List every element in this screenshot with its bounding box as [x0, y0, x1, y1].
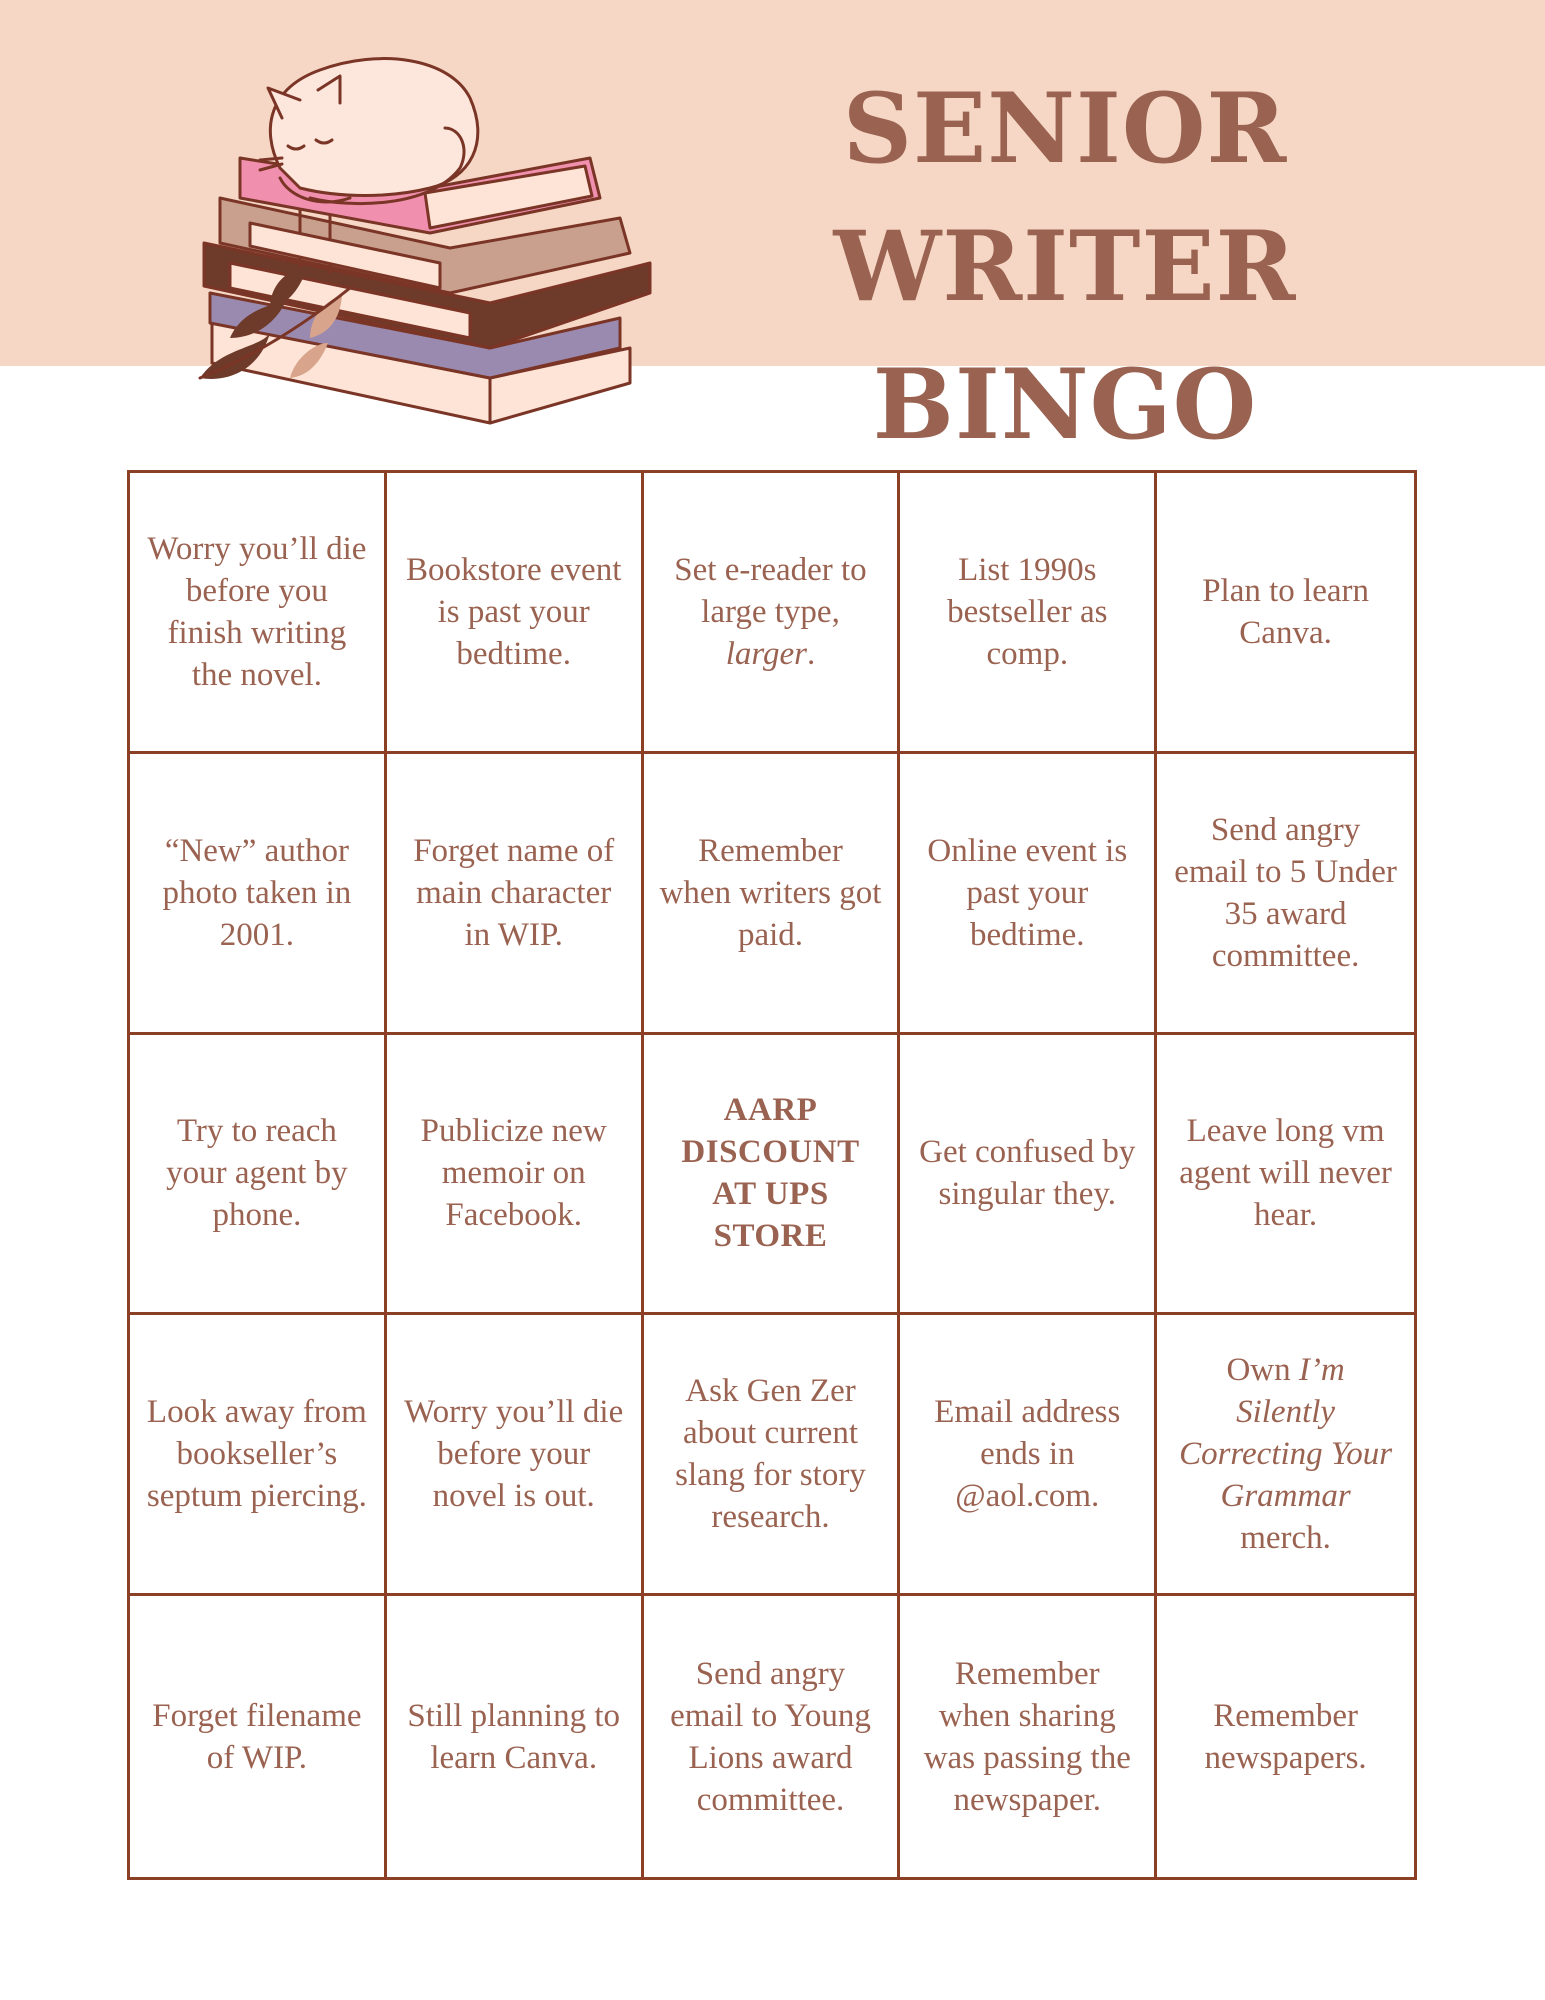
bingo-cell-text — [916, 1391, 1138, 1517]
bingo-cell-text-part: Forget name of main character in WIP. — [413, 832, 615, 953]
bingo-cell-text — [916, 1653, 1138, 1821]
bingo-cell-text — [403, 1110, 625, 1236]
bingo-cell — [900, 754, 1157, 1035]
bingo-cell-text-part: Remember newspapers. — [1204, 1697, 1367, 1776]
bingo-cell-text-part: Worry you’ll die before your novel is out. — [404, 1394, 624, 1515]
bingo-cell-text-part: Ask Gen Zer about current slang for story research. — [675, 1373, 866, 1536]
bingo-cell-text-part: Email address ends in @aol.com. — [934, 1394, 1121, 1515]
bingo-cell — [130, 473, 387, 754]
bingo-cell-text — [660, 830, 882, 956]
bingo-cell-text-part: Own — [1226, 1352, 1299, 1389]
page-title — [610, 60, 1520, 474]
bingo-cell-text-part: Still planning to learn Canva. — [407, 1697, 621, 1776]
bingo-cell-text-part: Get confused by singular they. — [919, 1134, 1136, 1213]
bingo-cell-text — [1173, 570, 1398, 654]
bingo-cell — [644, 1596, 901, 1877]
bingo-cell-text — [403, 549, 625, 675]
bingo-cell — [130, 754, 387, 1035]
bingo-cell-text-part: Leave long vm agent will never hear. — [1179, 1113, 1392, 1234]
bingo-cell-text — [916, 549, 1138, 675]
bingo-cell-text — [146, 830, 368, 956]
bingo-cell — [1157, 1596, 1414, 1877]
bingo-cell — [644, 1315, 901, 1596]
bingo-cell — [130, 1596, 387, 1877]
bingo-cell-text-part: Remember when writers got paid. — [659, 832, 882, 953]
bingo-cell — [387, 1596, 644, 1877]
bingo-cell — [387, 754, 644, 1035]
bingo-cell-text-part: Publicize new memoir on Facebook. — [420, 1113, 607, 1234]
bingo-cell — [130, 1315, 387, 1596]
bingo-cell-text — [916, 1131, 1138, 1215]
bingo-cell-text-part: Worry you’ll die before you finish writing the novel. — [147, 530, 367, 693]
bingo-grid — [127, 470, 1417, 1880]
bingo-cell — [1157, 1035, 1414, 1316]
bingo-cell-text — [403, 830, 625, 956]
bingo-cell-text-part: Look away from bookseller’s septum piercing. — [146, 1394, 367, 1515]
bingo-cell — [1157, 754, 1414, 1035]
bingo-cell — [900, 1596, 1157, 1877]
bingo-cell-text-part: Try to reach your agent by phone. — [166, 1113, 348, 1234]
bingo-cell-text — [403, 1391, 625, 1517]
bingo-cell-text-part: Plan to learn Canva. — [1202, 572, 1369, 651]
free-space-cell — [644, 1035, 901, 1316]
bingo-cell-text — [1173, 1110, 1398, 1236]
bingo-cell — [130, 1035, 387, 1316]
bingo-cell — [387, 1035, 644, 1316]
bingo-cell-text — [146, 1391, 368, 1517]
bingo-cell-text — [146, 528, 368, 696]
bingo-cell — [387, 1315, 644, 1596]
bingo-cell-text — [916, 830, 1138, 956]
bingo-cell-text — [660, 549, 882, 675]
bingo-cell — [644, 754, 901, 1035]
bingo-cell-text-part: merch. — [1240, 1520, 1331, 1557]
bingo-cell — [900, 1035, 1157, 1316]
bingo-cell-text — [146, 1695, 368, 1779]
bingo-cell-text — [1173, 1349, 1398, 1559]
bingo-cell-italic-text: I’m Silently Correcting Your Grammar — [1179, 1352, 1393, 1515]
bingo-cell-text-part: Send angry email to Young Lions award committee. — [670, 1655, 871, 1818]
bingo-cell — [1157, 1315, 1414, 1596]
sleeping-cat-on-books-icon — [190, 48, 670, 438]
bingo-cell-text-part: Online event is past your bedtime. — [927, 832, 1128, 953]
bingo-cell-text-part: Set e-reader to large type, — [674, 551, 867, 630]
bingo-cell-text-part: AARP DISCOUNT AT UPS STORE — [681, 1092, 860, 1255]
bingo-cell-text — [660, 1089, 882, 1257]
bingo-cell-text — [660, 1370, 882, 1538]
bingo-cell — [900, 473, 1157, 754]
bingo-cell — [644, 473, 901, 754]
bingo-cell-text-part: Send angry email to 5 Under 35 award committee. — [1174, 811, 1397, 974]
bingo-cell — [1157, 473, 1414, 754]
bingo-cell-text — [403, 1695, 625, 1779]
bingo-cell-text-part: . — [807, 635, 816, 672]
bingo-cell-text — [1173, 809, 1398, 977]
bingo-cell — [387, 473, 644, 754]
bingo-cell-text-part: Forget filename of WIP. — [152, 1697, 362, 1776]
bingo-cell-text — [660, 1653, 882, 1821]
bingo-cell-text-part: Remember when sharing was passing the newspaper. — [923, 1655, 1131, 1818]
bingo-cell-italic-text: larger — [725, 635, 807, 672]
bingo-cell-text-part: Bookstore event is past your bedtime. — [406, 551, 622, 672]
title-line-1: SENIOR WRITER — [833, 72, 1297, 323]
bingo-cell — [900, 1315, 1157, 1596]
title-line-2: BINGO — [872, 348, 1258, 461]
bingo-cell-text — [146, 1110, 368, 1236]
bingo-cell-text-part: “New” author photo taken in 2001. — [162, 832, 352, 953]
bingo-cell-text — [1173, 1695, 1398, 1779]
bingo-cell-text-part: List 1990s bestseller as comp. — [947, 551, 1108, 672]
